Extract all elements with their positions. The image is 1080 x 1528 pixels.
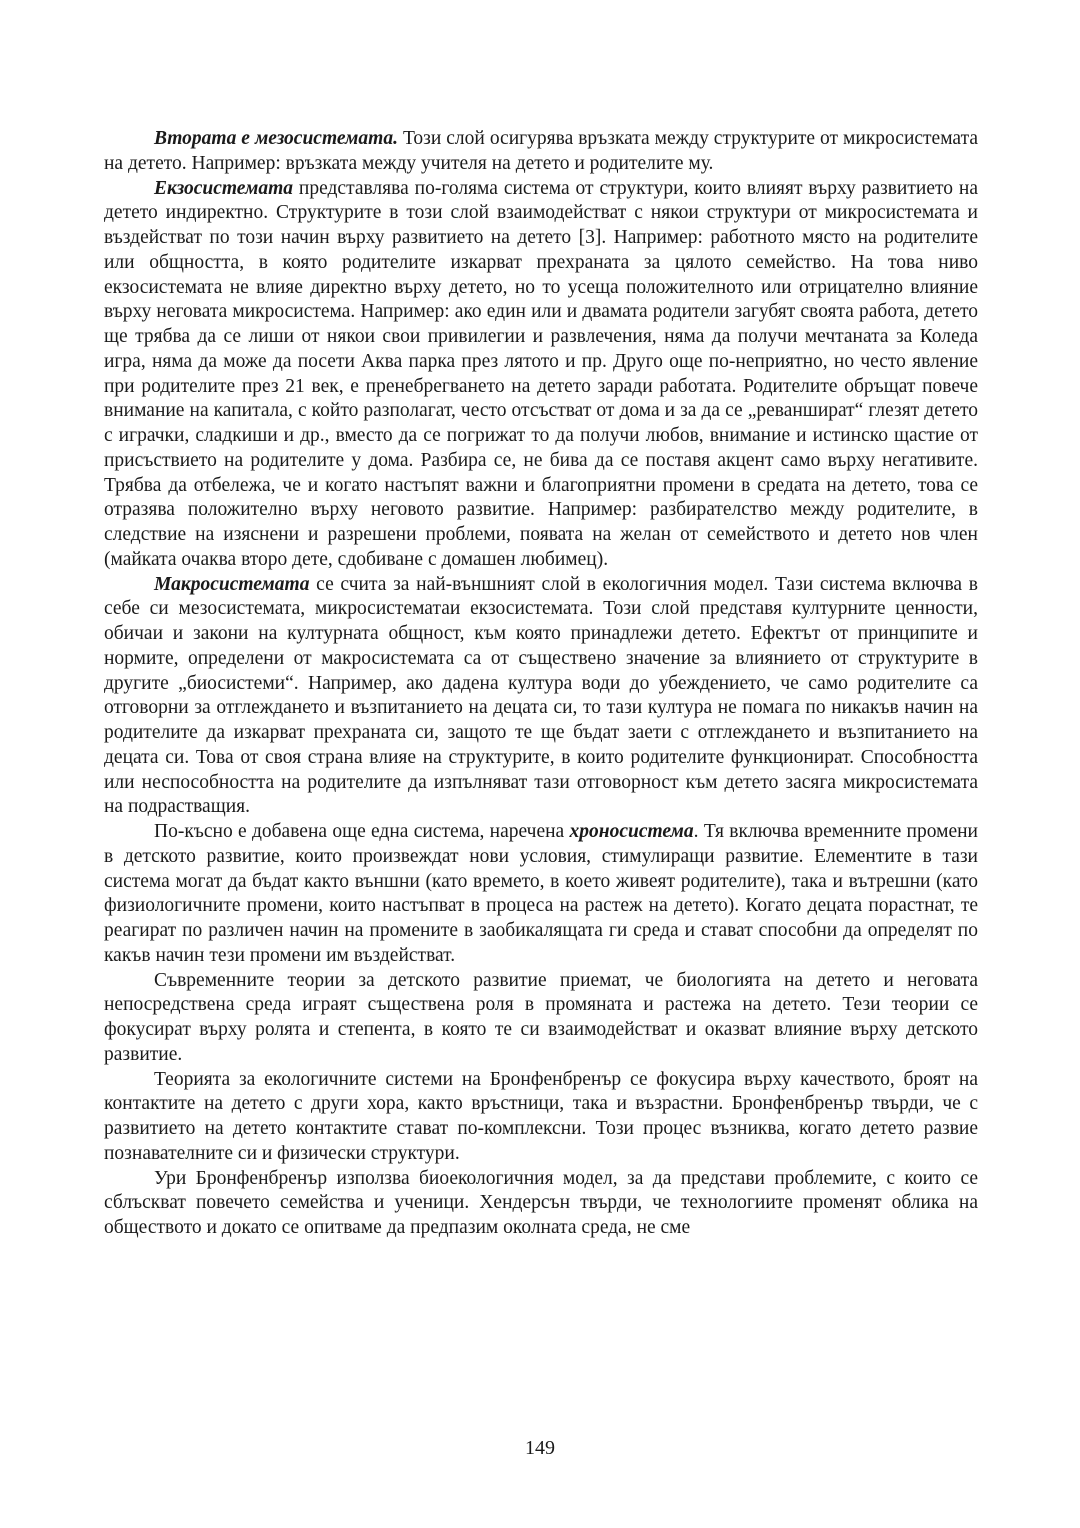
- paragraph-text: Теорията за екологичните системи на Бронфенбренър се фокусира върху качеството, броят на контактите на детето с други хора, както връстници, така и възрастни. Бронфенбренър твърди, че с развитието на детето контактите стават по-комплексни. Този процес възниква, когато детето развие познавателните си и физически структури.: [104, 1068, 978, 1164]
- term-macrosystem: Макросистемата: [154, 573, 310, 595]
- paragraph-text: Ури Бронфенбренър използва биоекологичния модел, за да представи проблемите, с които се сблъскват повечето семейства и ученици. Хендерсън твърди, че технологиите променят облика на обществото и докато се опитваме да предпазим околната среда, не сме: [104, 1167, 978, 1238]
- paragraph-text: По-късно е добавена още една система, наречена: [154, 821, 570, 842]
- paragraph-modern-theories: [104, 969, 978, 1068]
- paragraph-chronosystem: [104, 820, 978, 969]
- paragraph-ecological-theory: [104, 1068, 978, 1167]
- paragraph-text: се счита за най-външният слой в екологичния модел. Тази система включва в себе си мезосистемата, микросистематаи екзосистемата. Този слой представя културните ценности, обичаи и закони на културната общност, към която принадлежи детето. Ефектът от принципите и нормите, определени от макросистемата са от съществено значение за влиянието от структурите в другите „биосистеми“. Например, ако дадена култура води до убеждението, че само родителите са отговорни за отглеждането и възпитанието на децата си, то тази култура не помага по никакъв начин на родителите да изкарват прехраната си, защото те ще бъдат заети с отглеждането и възпитанието на децата си. Това от своя страна влияе на структурите, в които родителите функционират. Способността или неспособността на родителите да изпълняват тази отговорност към детето засяга микросистемата на подрастващия.: [104, 573, 978, 818]
- paragraph-macrosystem: [104, 573, 978, 821]
- paragraph-bioecological-model: [104, 1167, 978, 1241]
- paragraph-text: Този слой осигурява връзката между структурите от микросистемата на детето. Например: връзката между учителя на детето и родителите му.: [104, 128, 978, 174]
- document-body: [104, 127, 978, 1241]
- paragraph-mesosystem: [104, 127, 978, 177]
- paragraph-exosystem: [104, 177, 978, 573]
- page-number: 149: [525, 1437, 555, 1459]
- term-mesosystem: Втората е мезосистемата.: [154, 128, 398, 149]
- paragraph-text: . Тя включва временните промени в детското развитие, които произвеждат нови условия, стимулиращи развитие. Елементите в тази система могат да бъдат както външни (като времето, в което живеят родителите), така и вътрешни (като физиологичните промени, които настъпват в процеса на растеж на детето). Когато децата порастнат, те реагират по различен начин на промените в заобикалящата ги среда и стават способни да определят по какъв начин тези промени им въздействат.: [104, 821, 978, 966]
- paragraph-text: Съвременните теории за детското развитие приемат, че биологията на детето и неговата непосредствена среда играят съществена роля в промяната и растежа на детето. Тези теории се фокусират върху ролята и степента, в която те си взаимодействат и оказват влияние върху детското развитие.: [104, 969, 978, 1065]
- term-exosystem: Екзосистемата: [154, 177, 293, 199]
- term-chronosystem: хроносистема: [569, 821, 694, 842]
- paragraph-text: представлява по-голяма система от структури, които влияят върху развитието на детето индиректно. Структурите в този слой взаимодействат с някои структури от микросистемата и въздействат по този начин върху развитието на детето [3]. Например: работното място на родителите или общността, в която родителите изкарват прехраната за цялото семейство. На това ниво екзосистемата не влияе директно върху детето, но то усеща положителното или отрицателно влияние върху неговата микросистема. Например: ако един или и двамата родители загубят своята работа, детето ще трябва да се лиши от някои свои привилегии и развлечения, няма да получи мечтаната за Коледа игра, няма да може да посети Аква парка през лятото и пр. Друго още по-неприятно, но често явление при родителите през 21 век, е пренебрегването на детето заради работата. Родителите обръщат повече внимание на капитала, с който разполагат, често отсъстват от дома и за да се „реваншират“ глезят детето с играчки, сладкиши и др., вместо да се погрижат то да получи любов, внимание и истинско щастие от присъствието на родителите у дома. Разбира се, не бива да се поставя акцент само върху негативите. Трябва да отбележа, че и когато настъпят важни и благоприятни промени в средата на детето, това се отразява положително върху неговото развитие. Например: разбирателство между родителите, в следствие на изяснени и разрешени проблеми, появата на желан от семейството и детето нов член (майката очаква второ дете, сдобиване с домашен любимец).: [104, 177, 978, 570]
